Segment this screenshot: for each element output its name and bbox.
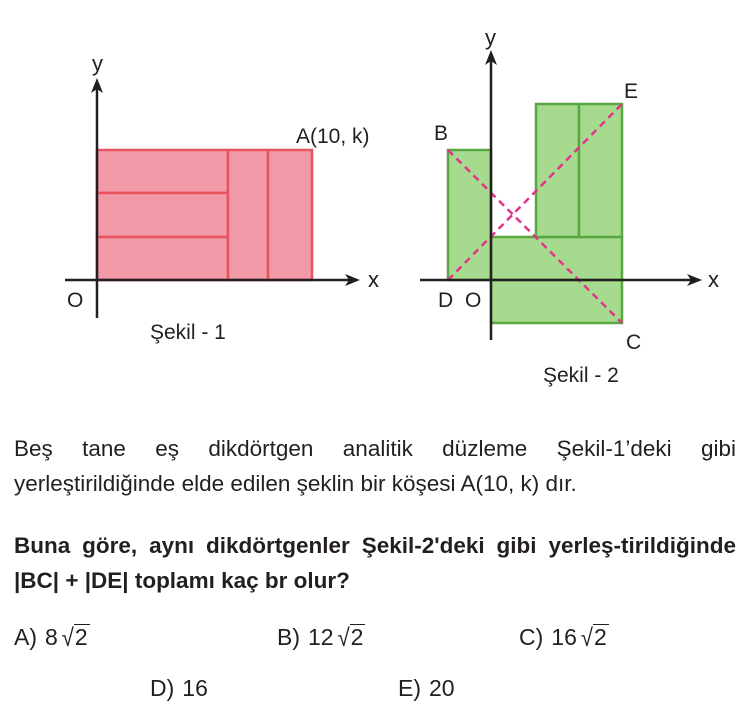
option-a-coefficient: 8 <box>45 624 58 650</box>
option-b-coefficient: 12 <box>308 624 334 650</box>
option-b-label: B) <box>277 624 300 650</box>
option-c-value <box>551 624 608 651</box>
option-b[interactable] <box>277 624 365 651</box>
fig1-point-A-label: A(10, k) <box>296 125 370 148</box>
fig2-rect-bottom-2 <box>491 280 622 323</box>
fig2-rect-upper-2 <box>579 104 622 237</box>
fig2-rect-left-vertical <box>448 150 491 280</box>
option-d-label: D) <box>150 675 175 701</box>
fig1-rect-top-1 <box>97 150 228 193</box>
option-e-label: E) <box>398 675 421 701</box>
option-b-radical <box>335 624 366 651</box>
fig1-rect-top-3 <box>97 237 228 280</box>
fig2-caption: Şekil - 2 <box>543 364 619 387</box>
fig2-point-C-label: C <box>626 331 642 354</box>
option-c[interactable] <box>519 624 609 651</box>
option-e[interactable] <box>398 675 455 702</box>
fig2-point-B-label: B <box>434 122 449 145</box>
fig2-point-D-label: D <box>438 289 454 312</box>
option-d[interactable] <box>150 675 208 702</box>
question-text: Beş tane eş dikdörtgen analitik düzleme Şekil-1’deki gibi yerleştirildiğinde elde edilen şeklin bir köşesi A(10, k) dır. <box>14 436 736 496</box>
fig1-rect-vertical-1 <box>228 150 268 280</box>
option-c-radicand: 2 <box>593 624 607 650</box>
option-e-value: 20 <box>429 675 455 701</box>
option-c-label: C) <box>519 624 544 650</box>
option-b-radicand: 2 <box>350 624 364 650</box>
fig1-x-label: x <box>368 267 379 292</box>
fig1-y-label: y <box>92 51 103 76</box>
figure-1 <box>65 51 379 344</box>
option-d-value: 16 <box>182 675 208 701</box>
question-prompt: Buna göre, aynı dikdörtgenler Şekil-2'deki gibi yerleş-tirildiğinde |BC| + |DE| toplamı kaç br olur? <box>14 533 736 593</box>
fig2-x-label: x <box>708 267 719 292</box>
fig2-origin-label: O <box>465 289 482 312</box>
sqrt-icon: √ <box>337 623 350 652</box>
option-a-radicand: 2 <box>74 624 88 650</box>
sqrt-icon: √ <box>580 623 593 652</box>
option-b-value <box>308 624 365 651</box>
option-a-label: A) <box>14 624 37 650</box>
sqrt-icon: √ <box>61 623 74 652</box>
fig1-caption: Şekil - 1 <box>150 321 226 344</box>
fig1-rect-top-2 <box>97 193 228 237</box>
fig2-rect-upper-1 <box>536 104 579 237</box>
option-a-radical <box>59 624 90 651</box>
fig1-rect-vertical-2 <box>268 150 312 280</box>
option-c-coefficient: 16 <box>551 624 577 650</box>
option-a-value <box>45 624 90 651</box>
fig2-y-label: y <box>485 25 496 50</box>
option-c-radical <box>578 624 609 651</box>
fig1-origin-label: O <box>67 289 84 312</box>
figure-2 <box>420 25 719 387</box>
fig2-rect-bottom-1 <box>491 237 622 280</box>
fig2-point-E-label: E <box>624 80 639 103</box>
option-a[interactable] <box>14 624 90 651</box>
